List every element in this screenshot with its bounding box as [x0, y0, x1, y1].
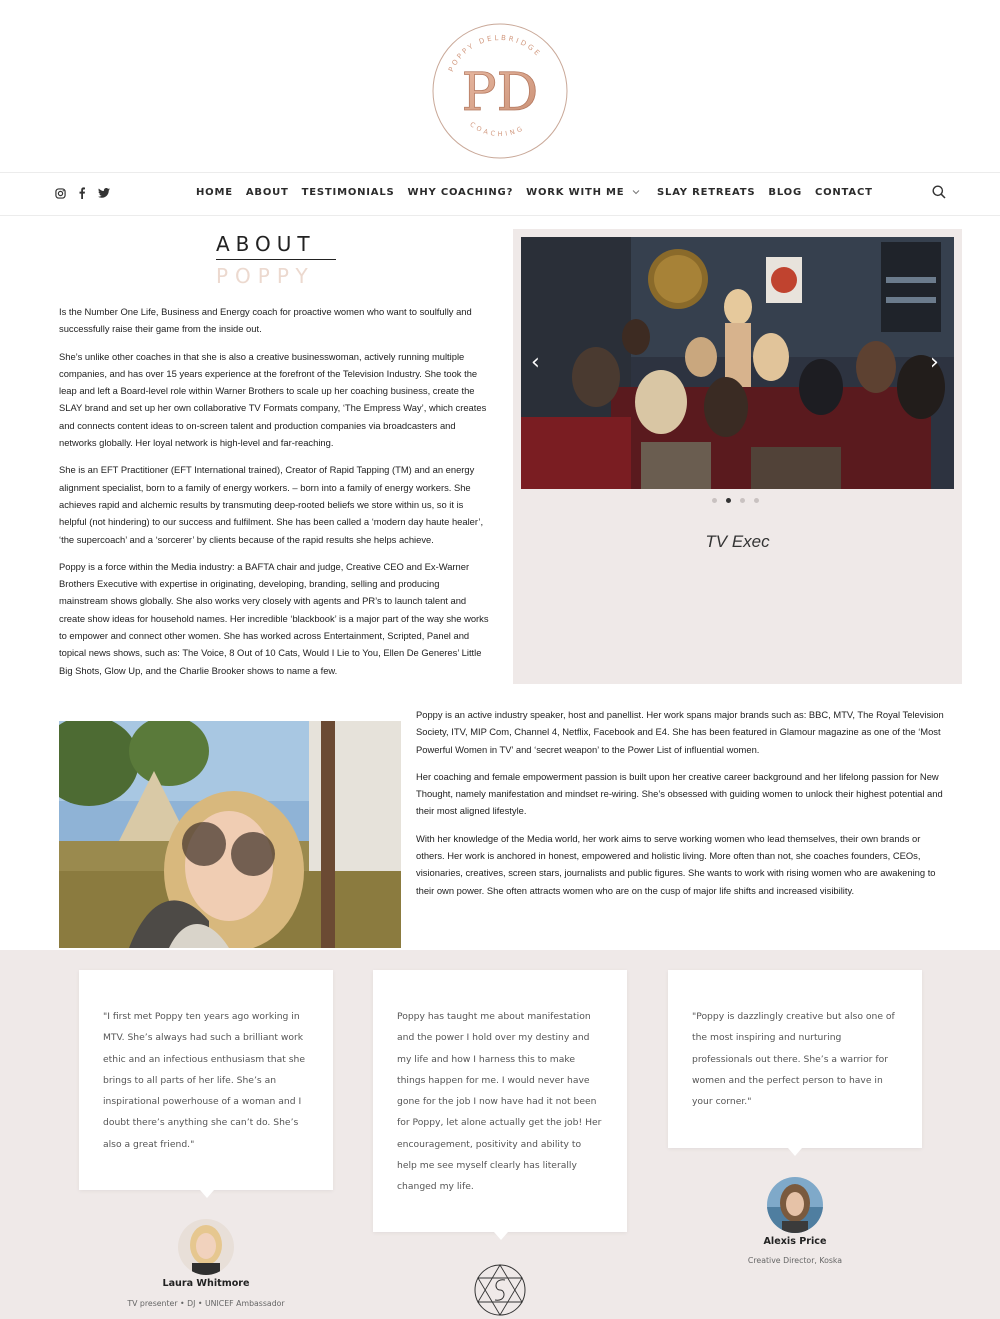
about-paragraph: Is the Number One Life, Business and Energy coach for proactive women who want to soulfully and successfully raise their game from the inside out. — [59, 306, 472, 335]
nav-work-with-me-label: WORK WITH ME — [526, 187, 625, 198]
about-paragraph: She’s unlike other coaches in that she is also a creative businesswoman, actively running multiple companies, and has over 15 years experience at the forefront of the Television Industry. She took the leap and left a Board-level role within Warner Brothers to scale up her coaching business, create the SLAY brand and set up her own collaborative TV Formats company, ‘The Empress Way’, which creates and connects content ideas to on-screen talent and production companies via broadcasters and networks globally. Her loyal network is high-level and far-reaching. — [59, 350, 487, 449]
about-paragraph: Poppy is a force within the Media industry: a BAFTA chair and judge, Creative CEO and Ex-Warner Brothers Executive with expertise in originating, developing, branding, selling and producing mainstream shows globally. She also works very closely with agents and PR’s to launch talent and create show ideas for household names. Her incredible ‘blackbook’ is a major part of the way she works to empower and connect other women. She has worked across Entertainment, Scripted, Panel and topical news shows, such as: The Voice, 8 Out of 10 Cats, Would I Lie to You, Ellen De Generes’ Little Big Shots, Glow Up, and the Charlie Brooker shows to name a few. — [59, 560, 489, 676]
testimonial-quote: Poppy has taught me about manifestation and the power I hold over my destiny and my life and how I harness this to make things happen for me. I would never have gone for the job I now have had it not been for Poppy, let alone actually get the job! Her encouragement, positivity and ability to help me see myself clearly has literally changed my life. — [397, 1011, 602, 1193]
nav-blog[interactable]: BLOG — [768, 187, 802, 198]
speech-tail — [494, 1232, 508, 1240]
nav-about[interactable]: ABOUT — [245, 187, 289, 198]
testimonial-card — [79, 970, 333, 1190]
chevron-down-icon — [628, 188, 640, 197]
brand-arc-bottom: COACHING — [468, 120, 527, 139]
testimonial-card — [373, 970, 627, 1232]
nav-contact[interactable]: CONTACT — [814, 187, 873, 198]
avatar — [178, 1219, 234, 1275]
testimonial-name: Laura Whitmore — [162, 1278, 250, 1289]
about-paragraph: Her coaching and female empowerment passion is built upon her creative career background and her lifelong passion for New Thought, namely manifestation and mindset re-wiring. She’s obsessed with guiding women to unlock their highest potential and their most aligned lifestyle. — [416, 770, 943, 817]
slide-caption: TV Exec — [705, 532, 770, 551]
instagram-icon[interactable] — [54, 187, 66, 199]
portrait-photo — [59, 721, 401, 948]
geometric-logo-icon — [472, 1262, 528, 1318]
slider-dot-active[interactable] — [726, 498, 731, 503]
testimonial-role: Creative Director, Koska — [747, 1256, 843, 1265]
heading-divider — [216, 259, 336, 260]
search-icon[interactable] — [932, 185, 946, 199]
slider-dot[interactable] — [754, 498, 759, 503]
main-menu — [196, 187, 886, 198]
about-paragraph: She is an EFT Practitioner (EFT International trained), Creator of Rapid Tapping (TM) and an energy alignment specialist, born to a family of energy workers. – born into a family of energy workers. She achieves rapid and alchemic results by transmuting deep-rooted beliefs we store within us, so it is helpful (not hindering) to our success and fulfilment. She has been called a ‘modern day haute healer’, ‘the supercoach’ and a ‘sorcerer’ by clients because of the rapid results she helps achieve. — [59, 464, 484, 545]
nav-testimonials[interactable]: TESTIMONIALS — [301, 187, 395, 198]
about-text-continued — [416, 706, 946, 909]
social-links — [54, 187, 110, 199]
testimonial-card — [668, 970, 922, 1148]
testimonial-name: Alexis Price — [763, 1236, 827, 1247]
nav-work-with-me[interactable] — [526, 187, 640, 198]
slide-image — [521, 237, 954, 489]
about-heading: ABOUT — [216, 232, 316, 256]
testimonial-quote: "I first met Poppy ten years ago working in MTV. She’s always had such a brilliant work ethic and an infectious enthusiasm that she brings to all parts of her life. She’s an inspirational powerhouse of a woman and I doubt there’s anything she can’t do. She’s also a great friend." — [103, 1011, 305, 1150]
about-text — [59, 303, 489, 689]
testimonial-quote: "Poppy is dazzlingly creative but also one of the most inspiring and nurturing professionals out there. She’s a warrior for women and the perfect person to have in your corner." — [692, 1011, 895, 1108]
twitter-icon[interactable] — [98, 187, 110, 199]
avatar — [767, 1177, 823, 1233]
navigation-bar — [0, 172, 1000, 216]
nav-home[interactable]: HOME — [196, 187, 233, 198]
slider-prev-arrow[interactable]: ‹ — [531, 350, 540, 375]
speech-tail — [788, 1148, 802, 1156]
slider-next-arrow[interactable]: › — [930, 350, 939, 375]
about-paragraph: With her knowledge of the Media world, her work aims to serve working women who lead themselves, their own brands or others. Her work is anchored in honest, empowered and holistic living. More often than not, she coaches founders, CEOs, visionaries, creatives, screen stars, journalists and public figures. She wants to work with rising women who are awakening to their own power. She often attracts women who are on the cusp of major life shifts and increased visibility. — [416, 832, 936, 896]
nav-slay-retreats[interactable]: SLAY RETREATS — [657, 187, 756, 198]
slider-dots — [712, 498, 759, 503]
about-subheading: POPPY — [216, 264, 315, 288]
facebook-icon[interactable] — [76, 187, 88, 199]
brand-logo[interactable] — [427, 18, 573, 164]
slider-dot[interactable] — [712, 498, 717, 503]
testimonial-role: TV presenter • DJ • UNICEF Ambassador — [127, 1299, 285, 1308]
nav-why-coaching[interactable]: WHY COACHING? — [407, 187, 514, 198]
about-paragraph: Poppy is an active industry speaker, host and panellist. Her work spans major brands such as: BBC, MTV, The Royal Television Society, ITV, MIP Com, Channel 4, Netflix, Facebook and E4. She has been featured in Glamour magazine as one of the ‘Most Powerful Women in TV’ and ‘secret weapon’ to the Power List of influential women. — [416, 709, 944, 755]
brand-arc-top: POPPY DELBRIDGE — [447, 33, 543, 74]
slider-dot[interactable] — [740, 498, 745, 503]
speech-tail — [200, 1190, 214, 1198]
brand-monogram: PD — [461, 63, 539, 123]
svg-text:COACHING — [468, 120, 526, 138]
